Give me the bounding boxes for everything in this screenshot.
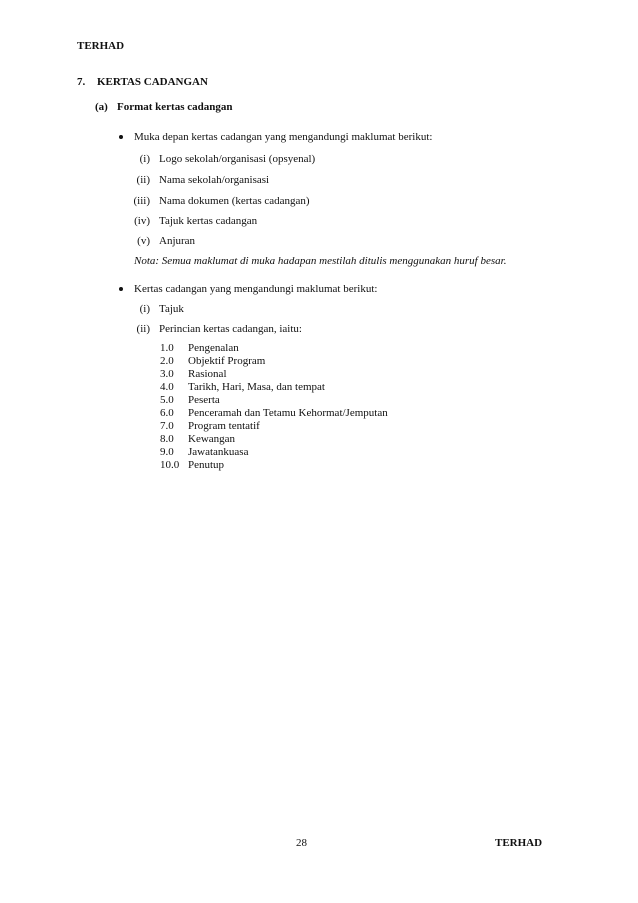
subitem-text: Program tentatif bbox=[188, 420, 260, 432]
bullet-marker bbox=[119, 287, 123, 291]
subitem-number: 8.0 bbox=[160, 433, 174, 445]
list-item-number: (i) bbox=[139, 153, 150, 165]
subitem-text: Rasional bbox=[188, 368, 227, 380]
subsection-label: (a) bbox=[95, 101, 108, 113]
subitem-number: 1.0 bbox=[160, 342, 174, 354]
subitem-text: Objektif Program bbox=[188, 355, 266, 367]
bullet-text: Muka depan kertas cadangan yang mengandungi maklumat berikut: bbox=[134, 131, 433, 143]
subitem-text: Kewangan bbox=[188, 433, 236, 445]
subitem-number: 7.0 bbox=[160, 420, 174, 432]
list-item-text: Logo sekolah/organisasi (opsyenal) bbox=[159, 153, 316, 165]
list-item-number: (i) bbox=[139, 303, 150, 315]
list-item-number: (ii) bbox=[136, 174, 150, 186]
subitem-number: 4.0 bbox=[160, 381, 174, 393]
note-text: Nota: Semua maklumat di muka hadapan mestilah ditulis menggunakan huruf besar. bbox=[134, 255, 507, 267]
subitem-number: 5.0 bbox=[160, 394, 174, 406]
subitem-text: Penceramah dan Tetamu Kehormat/Jemputan bbox=[188, 407, 388, 419]
list-item-number: (v) bbox=[137, 235, 150, 247]
subitem-text: Pengenalan bbox=[188, 342, 239, 354]
list-item-text: Tajuk kertas cadangan bbox=[159, 215, 258, 227]
bullet-text: Kertas cadangan yang mengandungi maklumat berikut: bbox=[134, 283, 378, 295]
section-number: 7. bbox=[77, 76, 86, 88]
subitem-text: Peserta bbox=[188, 394, 220, 406]
subitem-text: Tarikh, Hari, Masa, dan tempat bbox=[188, 381, 325, 393]
list-item-text: Tajuk bbox=[159, 303, 184, 315]
subitem-text: Jawatankuasa bbox=[188, 446, 249, 458]
list-item-number: (iii) bbox=[133, 195, 150, 207]
list-item-number: (iv) bbox=[134, 215, 150, 227]
subitem-number: 2.0 bbox=[160, 355, 174, 367]
page-number: 28 bbox=[296, 837, 307, 849]
section-title: KERTAS CADANGAN bbox=[97, 76, 208, 88]
subitem-number: 6.0 bbox=[160, 407, 174, 419]
list-item-text: Nama sekolah/organisasi bbox=[159, 174, 270, 186]
footer-classification: TERHAD bbox=[495, 837, 543, 849]
header-classification: TERHAD bbox=[77, 40, 125, 52]
subsection-title: Format kertas cadangan bbox=[117, 101, 233, 113]
subitem-text: Penutup bbox=[188, 459, 225, 471]
subitem-number: 10.0 bbox=[160, 459, 180, 471]
list-item-text: Perincian kertas cadangan, iaitu: bbox=[159, 323, 302, 335]
subitem-number: 9.0 bbox=[160, 446, 174, 458]
list-item-text: Anjuran bbox=[159, 235, 196, 247]
list-item-number: (ii) bbox=[136, 323, 150, 335]
list-item-text: Nama dokumen (kertas cadangan) bbox=[159, 195, 310, 207]
subitem-number: 3.0 bbox=[160, 368, 174, 380]
bullet-marker bbox=[119, 135, 123, 139]
